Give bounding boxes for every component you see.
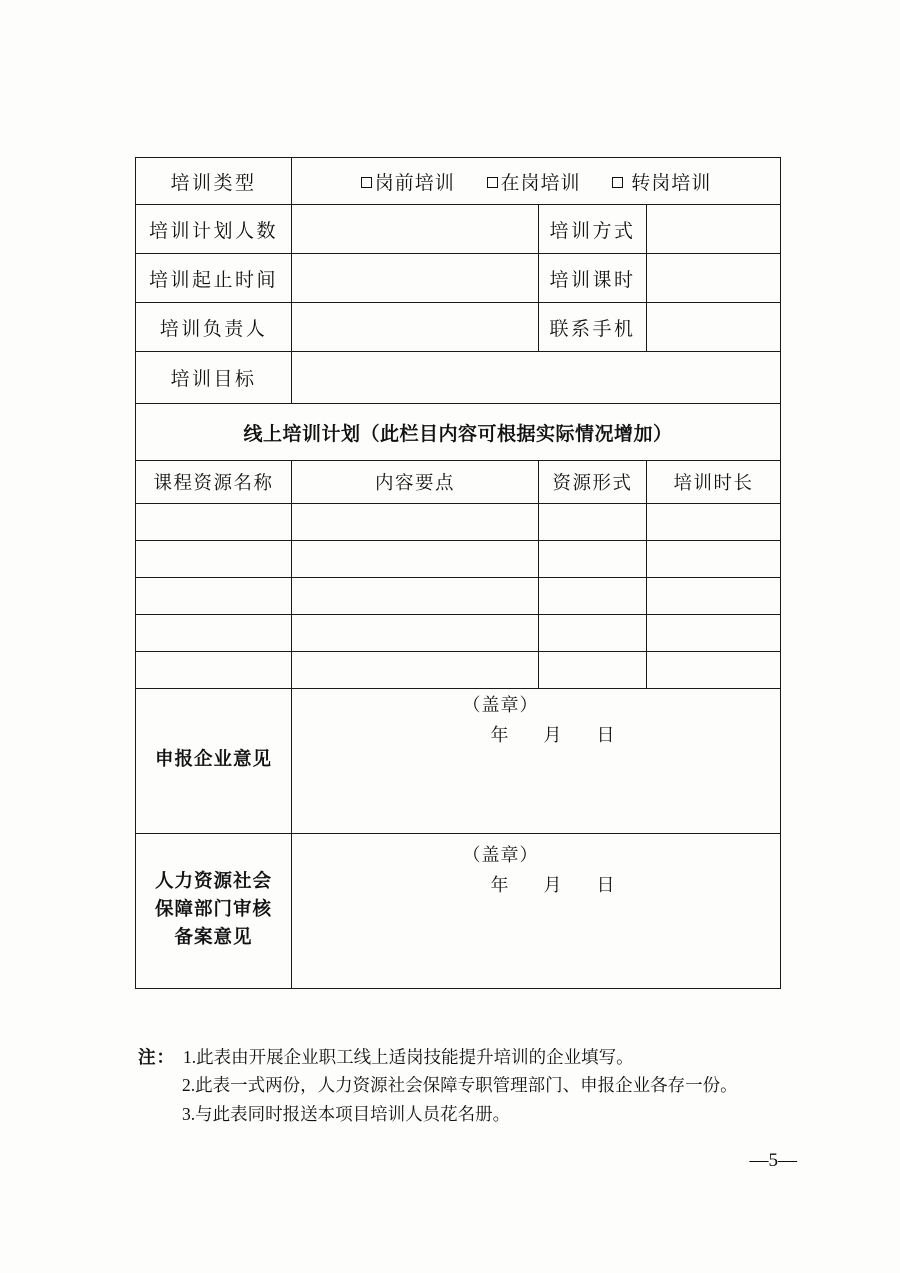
table-row [136, 504, 781, 541]
training-manager-label: 培训负责人 [136, 303, 292, 352]
cell-resource-format[interactable] [539, 615, 647, 652]
row-training-goal [136, 352, 781, 404]
cell-course-name[interactable] [136, 615, 292, 652]
checkbox-option-on-job[interactable] [487, 168, 581, 195]
date-month-label: 月 [543, 725, 563, 745]
training-method-label: 培训方式 [539, 205, 647, 254]
cell-course-name[interactable] [136, 578, 292, 615]
column-header-training-duration: 培训时长 [647, 461, 781, 504]
cell-training-duration[interactable] [647, 504, 781, 541]
row-enterprise-opinion [136, 689, 781, 834]
cell-resource-format[interactable] [539, 541, 647, 578]
online-plan-section-title: 线上培训计划（此栏目内容可根据实际情况增加） [136, 404, 781, 461]
enterprise-seal-text: （盖章） [462, 695, 539, 715]
hr-department-opinion-label [136, 834, 292, 989]
training-manager-value[interactable] [292, 303, 539, 352]
enterprise-opinion-content[interactable] [292, 689, 781, 834]
seal-inner [457, 691, 616, 747]
date-day-label: 日 [596, 725, 616, 745]
date-month-label: 月 [543, 875, 563, 895]
cell-resource-format[interactable] [539, 578, 647, 615]
row-period-hours [136, 254, 781, 303]
hr-label-line-3: 备案意见 [174, 927, 253, 948]
date-year-label: 年 [490, 725, 510, 745]
date-day-label: 日 [596, 875, 616, 895]
cell-resource-format[interactable] [539, 504, 647, 541]
training-hours-label: 培训课时 [539, 254, 647, 303]
contact-phone-value[interactable] [647, 303, 781, 352]
cell-training-duration[interactable] [647, 541, 781, 578]
table-row [136, 652, 781, 689]
form-notes [138, 1043, 838, 1128]
training-type-label: 培训类型 [136, 158, 292, 205]
row-online-plan-title [136, 404, 781, 461]
note-item-1: 1.此表由开展企业职工线上适岗技能提升培训的企业填写。 [183, 1047, 634, 1067]
training-plan-form [135, 157, 780, 989]
hr-seal-text: （盖章） [462, 845, 539, 865]
row-online-plan-headers [136, 461, 781, 504]
form-table [135, 157, 781, 989]
cell-content-points[interactable] [292, 504, 539, 541]
row-training-type [136, 158, 781, 205]
hr-label-line-1: 人力资源社会 [154, 872, 272, 893]
column-header-course-name: 课程资源名称 [136, 461, 292, 504]
note-item-3: 3.与此表同时报送本项目培训人员花名册。 [182, 1103, 511, 1124]
row-hr-department-opinion [136, 834, 781, 989]
row-headcount-method [136, 205, 781, 254]
cell-course-name[interactable] [136, 504, 292, 541]
contact-phone-label: 联系手机 [539, 303, 647, 352]
cell-content-points[interactable] [292, 615, 539, 652]
note-line-1 [138, 1043, 838, 1071]
planned-headcount-label: 培训计划人数 [136, 205, 292, 254]
training-goal-value[interactable] [292, 352, 781, 404]
training-type-options [292, 158, 781, 205]
cell-training-duration[interactable] [647, 615, 781, 652]
note-item-2: 2.此表一式两份，人力资源社会保障专职管理部门、申报企业各存一份。 [182, 1075, 738, 1096]
checkbox-option-pre-job[interactable] [361, 168, 455, 195]
note-line-3 [138, 1100, 838, 1128]
checkbox-label: 转岗培训 [631, 172, 712, 194]
cell-training-duration[interactable] [647, 652, 781, 689]
training-period-label: 培训起止时间 [136, 254, 292, 303]
cell-training-duration[interactable] [647, 578, 781, 615]
seal-inner [457, 841, 616, 897]
note-line-2 [138, 1071, 838, 1099]
cell-course-name[interactable] [136, 541, 292, 578]
planned-headcount-value[interactable] [292, 205, 539, 254]
checkbox-label: 在岗培训 [500, 172, 581, 194]
checkbox-option-transfer-job[interactable] [612, 168, 711, 195]
column-header-content-points: 内容要点 [292, 461, 539, 504]
hr-department-opinion-content[interactable] [292, 834, 781, 989]
page-number: —5— [749, 1150, 797, 1171]
checkbox-icon[interactable] [361, 177, 372, 188]
cell-content-points[interactable] [292, 578, 539, 615]
enterprise-date-line [457, 721, 616, 747]
row-manager-phone [136, 303, 781, 352]
hr-label-line-2: 保障部门审核 [154, 900, 272, 921]
column-header-resource-format: 资源形式 [539, 461, 647, 504]
hr-date-line [457, 871, 616, 897]
date-year-label: 年 [490, 875, 510, 895]
training-period-value[interactable] [292, 254, 539, 303]
training-method-value[interactable] [647, 205, 781, 254]
checkbox-icon[interactable] [487, 177, 498, 188]
cell-content-points[interactable] [292, 541, 539, 578]
training-hours-value[interactable] [647, 254, 781, 303]
enterprise-opinion-label: 申报企业意见 [136, 689, 292, 834]
cell-course-name[interactable] [136, 652, 292, 689]
cell-content-points[interactable] [292, 652, 539, 689]
checkbox-label: 岗前培训 [374, 172, 455, 194]
notes-label: 注： [138, 1047, 175, 1067]
cell-resource-format[interactable] [539, 652, 647, 689]
training-goal-label: 培训目标 [136, 352, 292, 404]
table-row [136, 578, 781, 615]
table-row [136, 541, 781, 578]
checkbox-icon[interactable] [612, 177, 623, 188]
table-row [136, 615, 781, 652]
